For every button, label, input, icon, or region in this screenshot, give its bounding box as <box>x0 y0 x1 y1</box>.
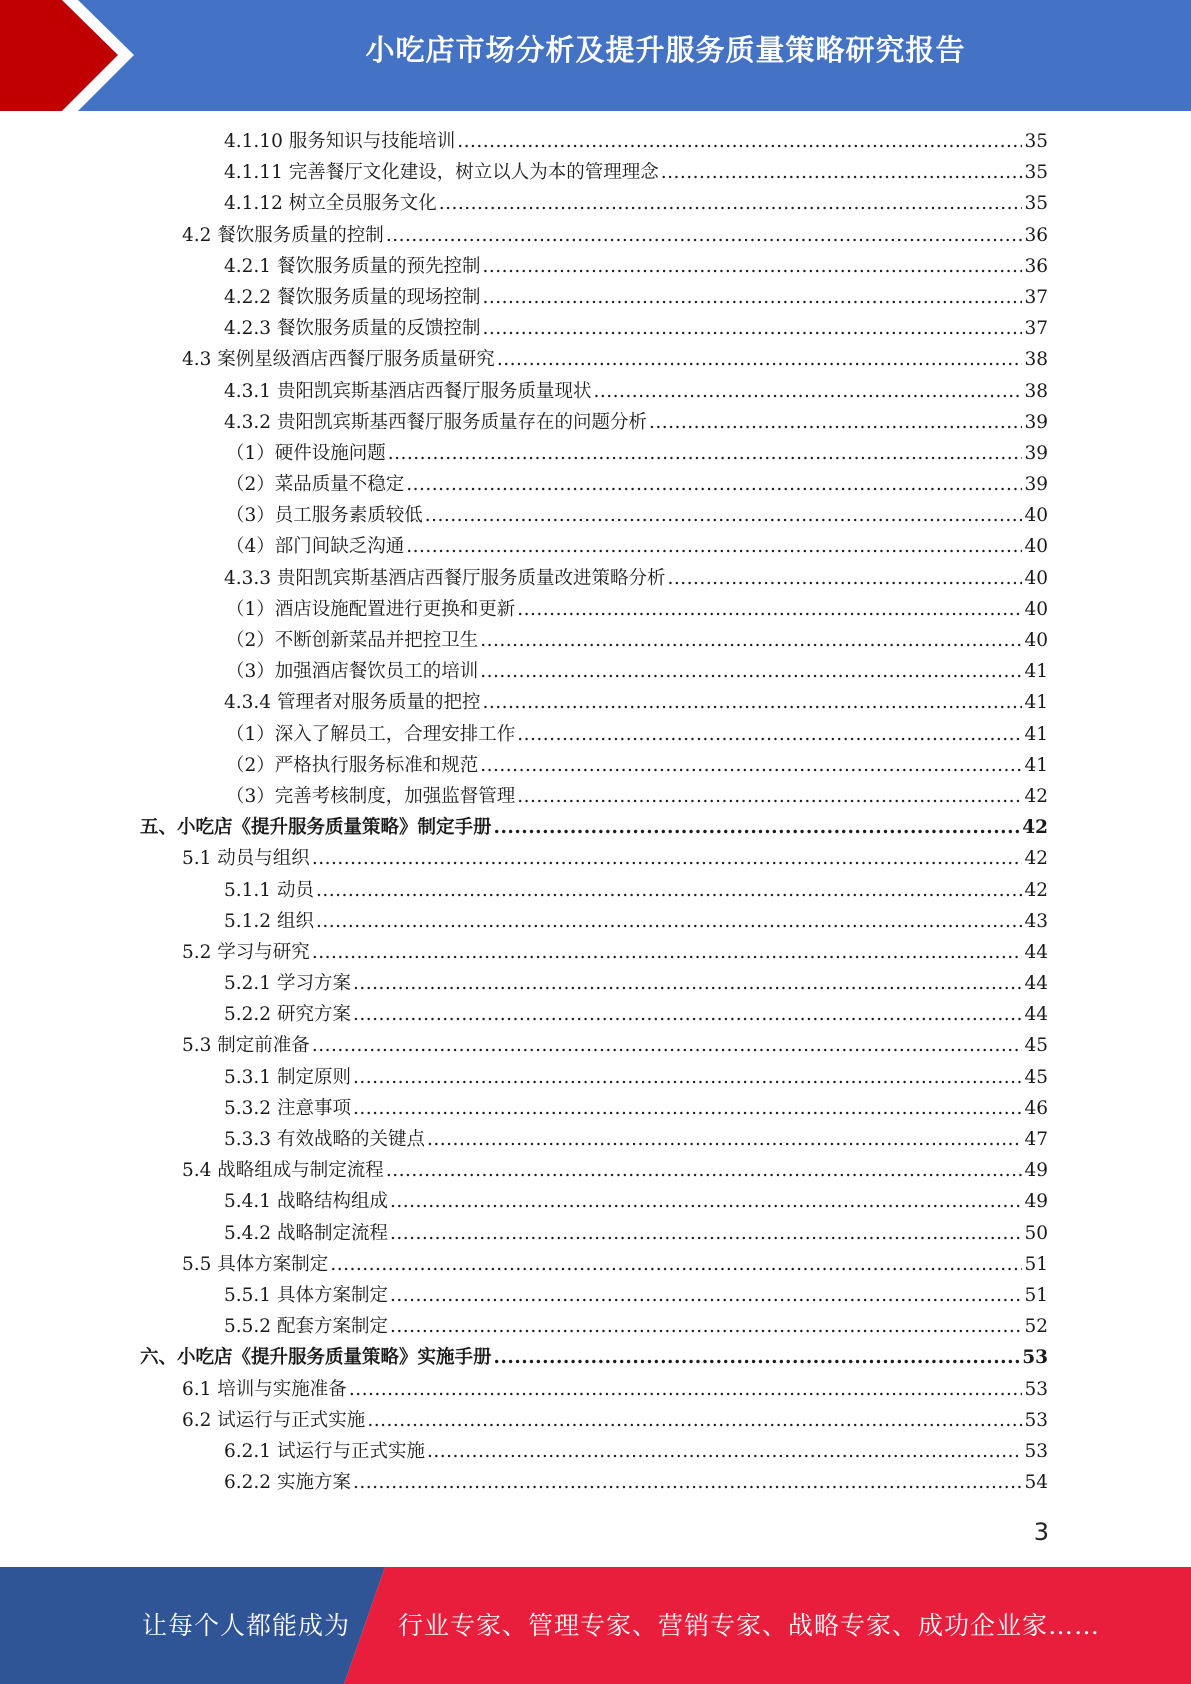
toc-entry-page-number: 37 <box>1024 286 1048 308</box>
toc-entry-page-number: 52 <box>1024 1316 1048 1338</box>
toc-dot-leader <box>312 843 1023 874</box>
toc-entry-page-number: 53 <box>1024 1378 1048 1400</box>
toc-dot-leader <box>497 344 1023 375</box>
toc-entry-page-number: 44 <box>1024 973 1048 995</box>
toc-entry[interactable] <box>140 282 1048 313</box>
toc-entry[interactable] <box>140 968 1048 999</box>
toc-entry[interactable] <box>140 812 1048 843</box>
toc-entry-page-number: 41 <box>1024 723 1048 745</box>
toc-entry-page-number: 47 <box>1024 1129 1048 1150</box>
toc-entry-title: 5.4.1 战略结构组成 <box>224 1191 388 1213</box>
toc-entry-title: 5.3.1 制定原则 <box>224 1066 351 1088</box>
toc-dot-leader <box>517 594 1022 625</box>
toc-dot-leader <box>593 376 1022 407</box>
toc-dot-leader <box>406 531 1022 562</box>
toc-entry-title: 5.5.2 配套方案制定 <box>224 1316 388 1338</box>
toc-dot-leader <box>661 157 1023 188</box>
toc-entry[interactable] <box>140 719 1048 750</box>
toc-entry[interactable] <box>140 376 1048 407</box>
toc-entry[interactable] <box>140 438 1048 469</box>
toc-entry[interactable] <box>140 1155 1048 1186</box>
toc-entry[interactable] <box>140 126 1048 157</box>
toc-entry[interactable] <box>140 1280 1048 1311</box>
toc-entry-title: （3）员工服务素质较低 <box>226 505 423 527</box>
toc-entry[interactable] <box>140 188 1048 219</box>
toc-entry-page-number: 51 <box>1024 1253 1048 1275</box>
toc-entry-title: 5.3 制定前准备 <box>182 1035 310 1057</box>
toc-entry-title: 5.2.2 研究方案 <box>224 1004 351 1026</box>
toc-entry[interactable] <box>140 1311 1048 1342</box>
toc-entry-title: 5.1.1 动员 <box>224 879 314 901</box>
toc-entry-page-number: 35 <box>1024 193 1048 215</box>
toc-entry[interactable] <box>140 1030 1048 1061</box>
toc-entry-title: （2）严格执行服务标准和规范 <box>226 754 479 776</box>
toc-dot-leader <box>353 1062 1023 1093</box>
toc-entry-page-number: 42 <box>1022 817 1048 839</box>
toc-entry-page-number: 54 <box>1024 1472 1048 1494</box>
table-of-contents <box>140 126 1048 1498</box>
toc-entry-title: （2）菜品质量不稳定 <box>226 474 405 496</box>
toc-entry[interactable] <box>140 251 1048 282</box>
toc-entry-page-number: 44 <box>1024 941 1048 963</box>
toc-dot-leader <box>312 1030 1023 1061</box>
toc-entry[interactable] <box>140 1342 1048 1373</box>
toc-entry[interactable] <box>140 407 1048 438</box>
toc-entry[interactable] <box>140 1218 1048 1249</box>
toc-entry-page-number: 35 <box>1024 131 1048 152</box>
toc-dot-leader <box>494 1342 1021 1373</box>
toc-dot-leader <box>353 999 1023 1030</box>
toc-entry-title: 4.3 案例星级酒店西餐厅服务质量研究 <box>182 349 495 371</box>
toc-entry-title: 5.1.2 组织 <box>224 910 314 932</box>
toc-entry-page-number: 39 <box>1024 411 1048 433</box>
toc-dot-leader <box>390 1186 1022 1217</box>
toc-entry-page-number: 36 <box>1024 255 1048 277</box>
toc-dot-leader <box>427 1124 1022 1155</box>
toc-dot-leader <box>330 1249 1022 1280</box>
toc-entry-page-number: 40 <box>1024 630 1048 651</box>
toc-entry-page-number: 49 <box>1024 1160 1048 1182</box>
toc-dot-leader <box>367 1405 1022 1436</box>
footer-slogan-lead: 让每个人都能成为 <box>142 1611 351 1640</box>
toc-entry-page-number: 38 <box>1024 349 1048 371</box>
document-title: 小吃店市场分析及提升服务质量策略研究报告 <box>365 33 966 67</box>
toc-entry[interactable] <box>140 687 1048 718</box>
toc-dot-leader <box>649 407 1022 438</box>
toc-entry-title: 5.3.2 注意事项 <box>224 1097 351 1119</box>
page-number: 3 <box>1033 1518 1049 1546</box>
toc-entry-title: （3）加强酒店餐饮员工的培训 <box>226 661 479 683</box>
toc-entry[interactable] <box>140 563 1048 594</box>
toc-entry-page-number: 41 <box>1024 661 1048 683</box>
toc-dot-leader <box>517 719 1022 750</box>
toc-entry-title: 5.5 具体方案制定 <box>182 1253 329 1275</box>
toc-entry-title: 5.3.3 有效战略的关键点 <box>224 1129 425 1150</box>
toc-entry-page-number: 46 <box>1024 1097 1048 1119</box>
toc-entry-title: 4.3.3 贵阳凯宾斯基酒店西餐厅服务质量改进策略分析 <box>224 567 666 589</box>
toc-entry-title: 4.1.10 服务知识与技能培训 <box>224 131 456 152</box>
toc-entry-title: 5.5.1 具体方案制定 <box>224 1284 388 1306</box>
toc-entry-title: 六、小吃店《提升服务质量策略》实施手册 <box>140 1347 492 1369</box>
toc-entry-page-number: 35 <box>1024 162 1048 184</box>
toc-entry-page-number: 40 <box>1024 598 1048 620</box>
toc-entry-title: （1）硬件设施问题 <box>226 442 386 464</box>
toc-dot-leader <box>480 750 1022 781</box>
toc-entry-title: 6.2.2 实施方案 <box>224 1472 351 1494</box>
toc-entry-title: （1）酒店设施配置进行更换和更新 <box>226 598 516 620</box>
toc-entry-page-number: 38 <box>1024 380 1048 402</box>
toc-entry-page-number: 36 <box>1024 224 1048 246</box>
toc-entry-page-number: 41 <box>1024 692 1048 714</box>
toc-entry[interactable] <box>140 625 1048 656</box>
toc-entry[interactable] <box>140 1374 1048 1405</box>
toc-entry[interactable] <box>140 1062 1048 1093</box>
toc-entry-page-number: 41 <box>1024 754 1048 776</box>
toc-dot-leader <box>386 220 1023 251</box>
toc-entry[interactable] <box>140 1436 1048 1467</box>
toc-dot-leader <box>482 687 1022 718</box>
toc-dot-leader <box>517 781 1022 812</box>
toc-entry-title: 4.1.12 树立全员服务文化 <box>224 193 437 215</box>
toc-entry-page-number: 40 <box>1024 567 1048 589</box>
toc-entry-title: 4.1.11 完善餐厅文化建设，树立以人为本的管理理念 <box>224 162 659 184</box>
toc-entry[interactable] <box>140 750 1048 781</box>
toc-entry-page-number: 37 <box>1024 318 1048 340</box>
toc-dot-leader <box>386 1155 1023 1186</box>
toc-dot-leader <box>316 906 1023 937</box>
toc-dot-leader <box>390 1218 1022 1249</box>
toc-dot-leader <box>388 438 1023 469</box>
toc-entry-page-number: 53 <box>1024 1440 1048 1462</box>
toc-dot-leader <box>480 656 1022 687</box>
toc-dot-leader <box>425 500 1023 531</box>
toc-entry[interactable] <box>140 1249 1048 1280</box>
toc-entry[interactable] <box>140 220 1048 251</box>
toc-entry[interactable] <box>140 656 1048 687</box>
toc-dot-leader <box>390 1311 1022 1342</box>
toc-dot-leader <box>427 1436 1022 1467</box>
toc-dot-leader <box>667 563 1022 594</box>
toc-entry[interactable] <box>140 500 1048 531</box>
footer-slogan-tail: 行业专家、管理专家、营销专家、战略专家、成功企业家…… <box>398 1611 1101 1640</box>
toc-entry[interactable] <box>140 469 1048 500</box>
toc-entry[interactable] <box>140 344 1048 375</box>
toc-entry[interactable] <box>140 875 1048 906</box>
toc-entry[interactable] <box>140 781 1048 812</box>
toc-entry-title: 4.3.1 贵阳凯宾斯基酒店西餐厅服务质量现状 <box>224 380 592 402</box>
toc-entry-title: 5.4.2 战略制定流程 <box>224 1222 388 1244</box>
toc-entry[interactable] <box>140 937 1048 968</box>
toc-entry-title: （1）深入了解员工，合理安排工作 <box>226 723 516 745</box>
toc-entry-page-number: 51 <box>1024 1284 1048 1306</box>
toc-entry-page-number: 39 <box>1024 474 1048 496</box>
toc-entry[interactable] <box>140 157 1048 188</box>
toc-entry-title: （4）部门间缺乏沟通 <box>226 536 405 558</box>
toc-entry-page-number: 40 <box>1024 505 1048 527</box>
toc-entry-title: 4.2.1 餐饮服务质量的预先控制 <box>224 255 481 277</box>
toc-entry-title: 4.3.2 贵阳凯宾斯基西餐厅服务质量存在的问题分析 <box>224 411 647 433</box>
toc-dot-leader <box>482 313 1022 344</box>
toc-entry-title: 6.1 培训与实施准备 <box>182 1378 347 1400</box>
toc-dot-leader <box>482 251 1022 282</box>
toc-dot-leader <box>353 1093 1023 1124</box>
toc-entry-page-number: 45 <box>1024 1035 1048 1057</box>
toc-entry-page-number: 45 <box>1024 1066 1048 1088</box>
toc-entry-page-number: 42 <box>1024 848 1048 870</box>
toc-entry[interactable] <box>140 1405 1048 1436</box>
toc-entry[interactable] <box>140 999 1048 1030</box>
toc-dot-leader <box>494 812 1021 843</box>
toc-dot-leader <box>457 126 1022 157</box>
toc-dot-leader <box>439 188 1023 219</box>
toc-entry-title: 5.4 战略组成与制定流程 <box>182 1160 384 1182</box>
toc-entry-title: （3）完善考核制度，加强监督管理 <box>226 785 516 807</box>
toc-entry-title: 4.2.2 餐饮服务质量的现场控制 <box>224 286 481 308</box>
toc-entry[interactable] <box>140 1467 1048 1498</box>
toc-entry[interactable] <box>140 531 1048 562</box>
toc-entry[interactable] <box>140 1124 1048 1155</box>
toc-entry-title: 5.1 动员与组织 <box>182 848 310 870</box>
toc-entry[interactable] <box>140 1093 1048 1124</box>
toc-entry-page-number: 50 <box>1024 1222 1048 1244</box>
toc-entry-page-number: 44 <box>1024 1004 1048 1026</box>
toc-dot-leader <box>353 968 1023 999</box>
toc-dot-leader <box>353 1467 1023 1498</box>
toc-entry[interactable] <box>140 906 1048 937</box>
toc-entry-page-number: 40 <box>1024 536 1048 558</box>
toc-entry-title: （2）不断创新菜品并把控卫生 <box>226 630 479 651</box>
toc-entry-title: 6.2 试运行与正式实施 <box>182 1409 366 1431</box>
toc-entry[interactable] <box>140 843 1048 874</box>
toc-dot-leader <box>312 937 1023 968</box>
toc-entry-title: 4.2 餐饮服务质量的控制 <box>182 224 384 246</box>
toc-entry[interactable] <box>140 1186 1048 1217</box>
toc-entry-page-number: 43 <box>1024 910 1048 932</box>
toc-entry-page-number: 49 <box>1024 1191 1048 1213</box>
toc-entry-title: 6.2.1 试运行与正式实施 <box>224 1440 425 1462</box>
toc-entry-page-number: 39 <box>1024 442 1048 464</box>
toc-dot-leader <box>480 625 1022 656</box>
toc-entry-title: 5.2 学习与研究 <box>182 941 310 963</box>
toc-dot-leader <box>390 1280 1022 1311</box>
toc-dot-leader <box>406 469 1022 500</box>
toc-entry-title: 五、小吃店《提升服务质量策略》制定手册 <box>140 817 492 839</box>
page-header <box>0 0 1191 111</box>
toc-entry-page-number: 53 <box>1024 1409 1048 1431</box>
toc-entry[interactable] <box>140 594 1048 625</box>
page-footer <box>0 1567 1191 1684</box>
toc-entry[interactable] <box>140 313 1048 344</box>
toc-entry-page-number: 42 <box>1024 879 1048 901</box>
toc-dot-leader <box>349 1374 1023 1405</box>
toc-dot-leader <box>482 282 1022 313</box>
header-chevron-icon <box>0 0 160 111</box>
toc-entry-title: 5.2.1 学习方案 <box>224 973 351 995</box>
toc-entry-page-number: 42 <box>1024 785 1048 807</box>
toc-dot-leader <box>316 875 1023 906</box>
toc-entry-title: 4.2.3 餐饮服务质量的反馈控制 <box>224 318 481 340</box>
toc-entry-title: 4.3.4 管理者对服务质量的把控 <box>224 692 481 714</box>
chevron-red-shape <box>0 0 118 111</box>
toc-entry-page-number: 53 <box>1022 1347 1048 1369</box>
